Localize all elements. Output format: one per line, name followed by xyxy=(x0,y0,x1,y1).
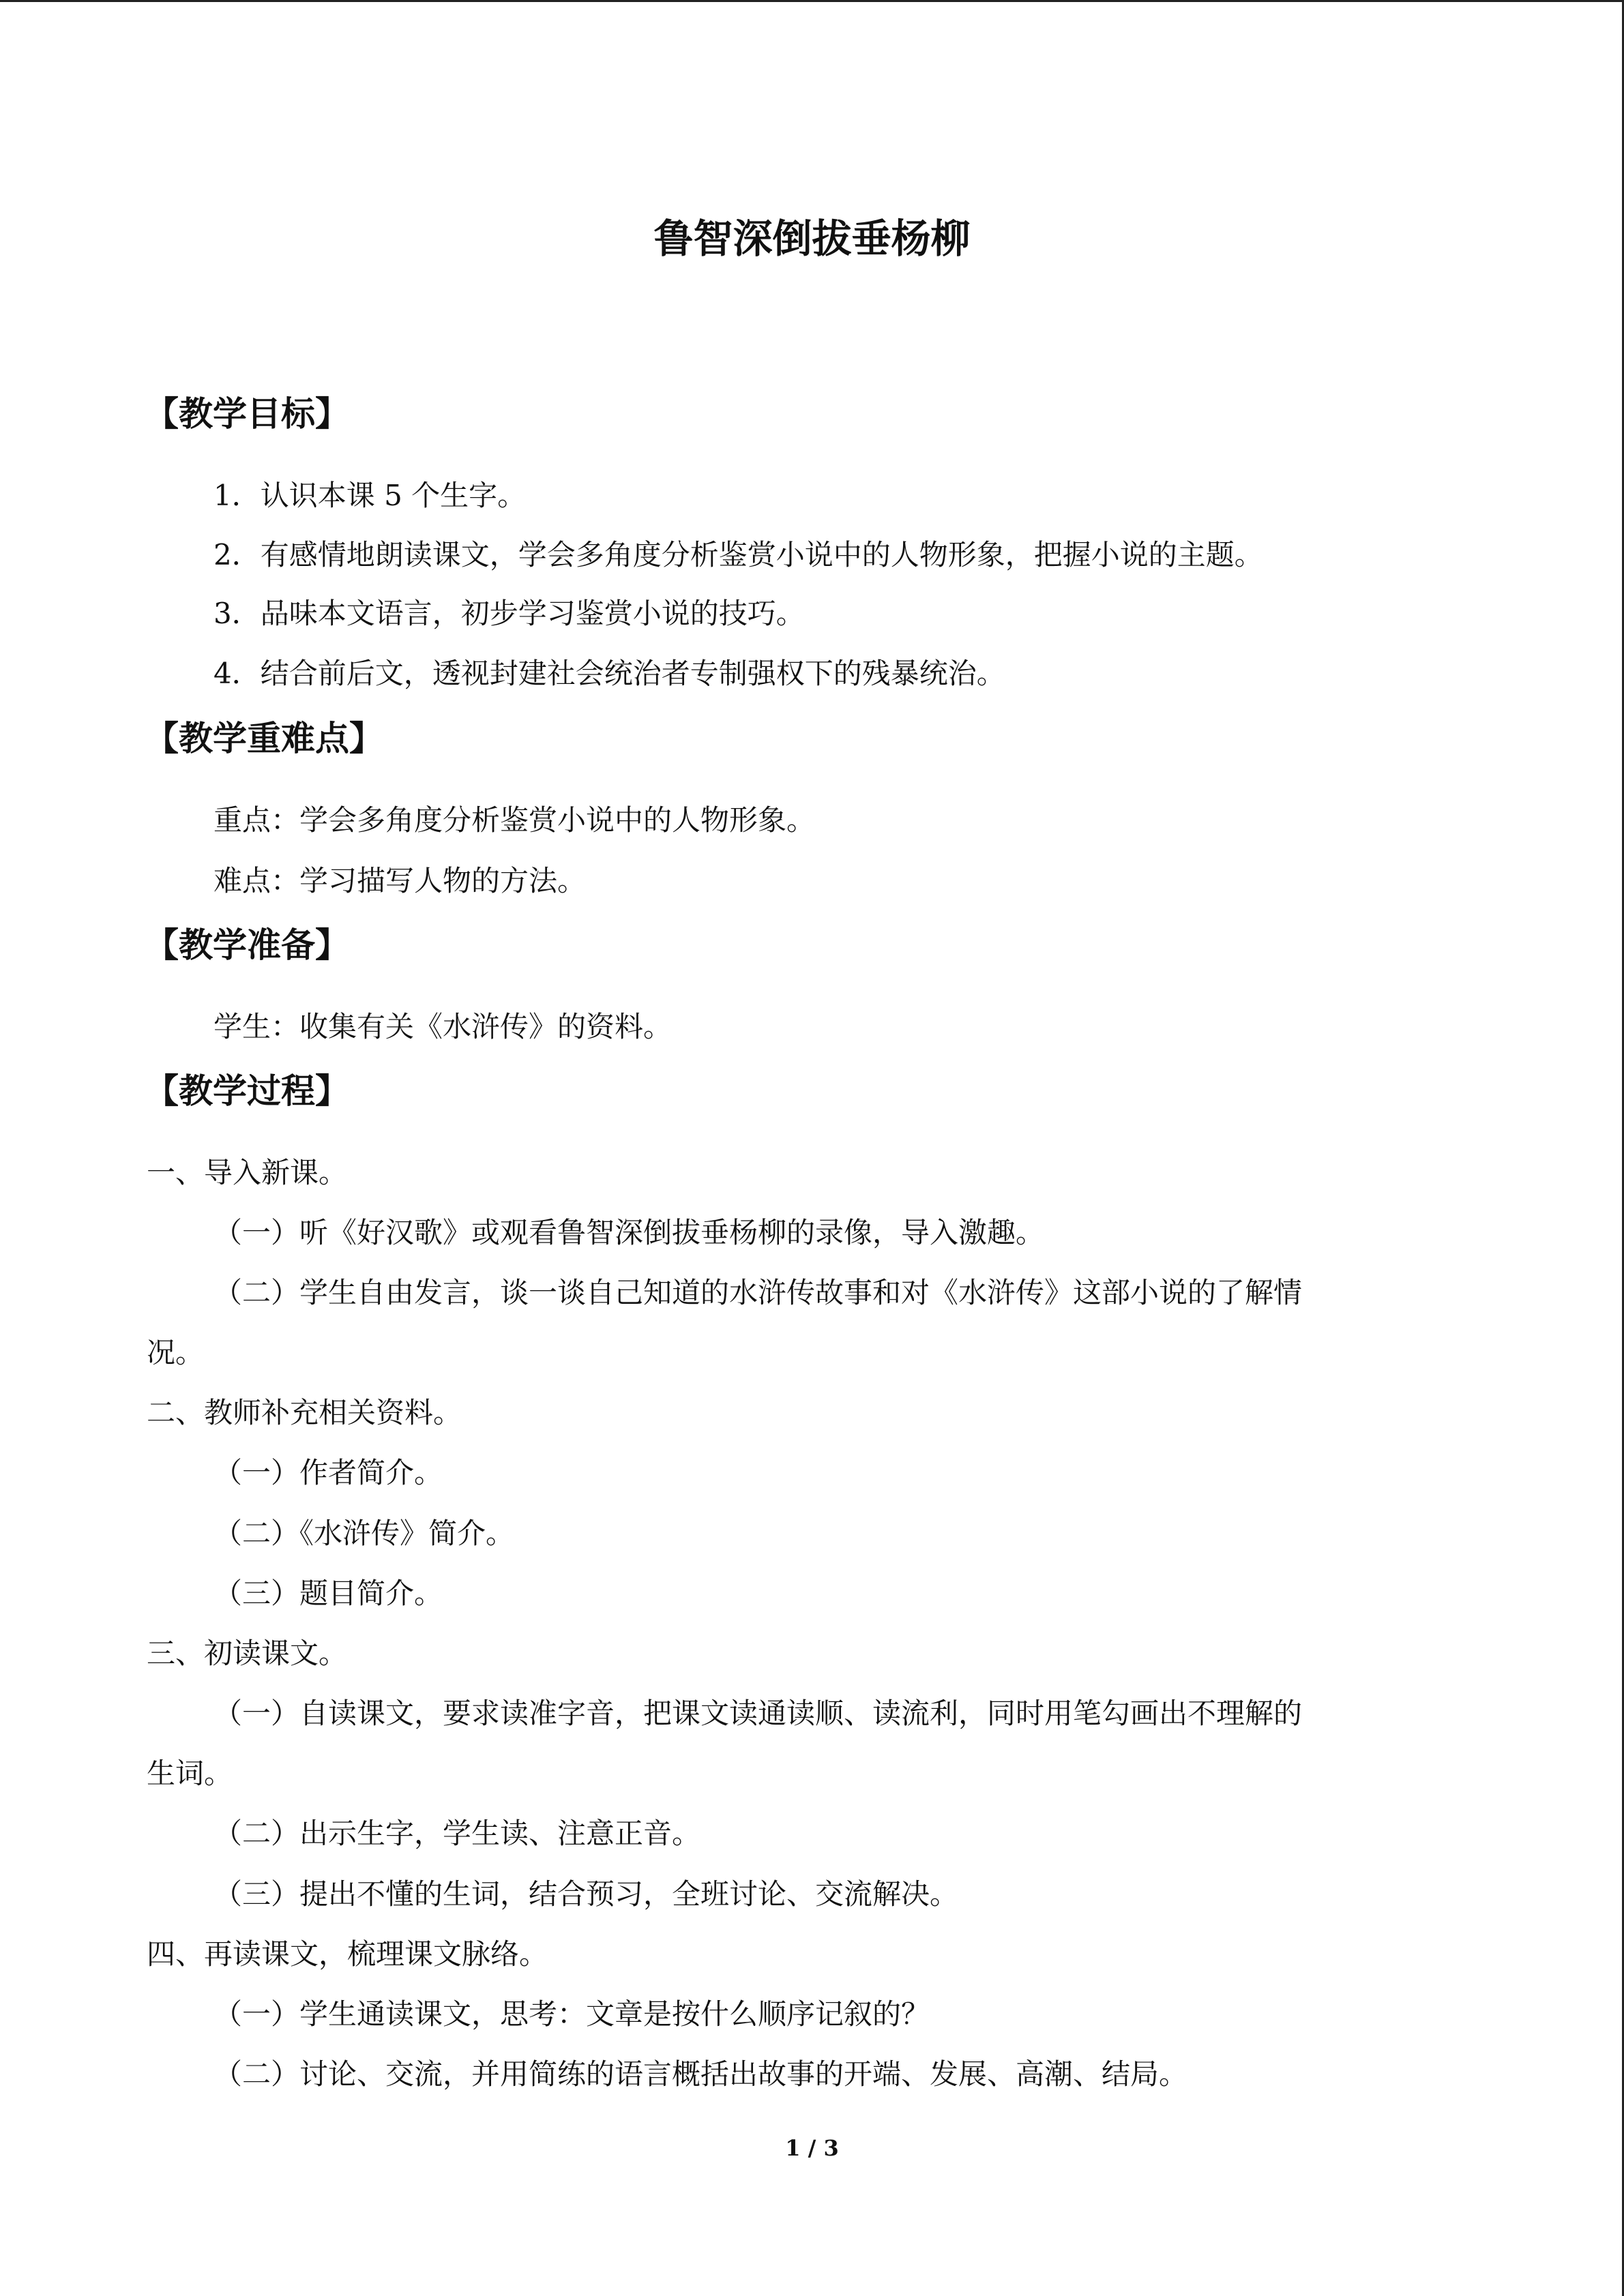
heading-preparation: 【教学准备】 xyxy=(145,925,349,965)
process-line: （一）作者简介。 xyxy=(213,1456,443,1489)
preparation-item: 学生：收集有关《水浒传》的资料。 xyxy=(213,1010,673,1043)
process-line: （三）题目简介。 xyxy=(213,1577,443,1610)
page-title: 鲁智深倒拔垂杨柳 xyxy=(653,215,971,262)
process-step: 一、导入新课。 xyxy=(147,1156,348,1189)
process-line: 生词。 xyxy=(147,1757,233,1790)
process-line: （二）学生自由发言，谈一谈自己知道的水浒传故事和对《水浒传》这部小说的了解情 xyxy=(213,1276,1303,1309)
process-line: 况。 xyxy=(147,1336,205,1369)
process-line: （一）自读课文，要求读准字音，把课文读通读顺、读流利，同时用笔勾画出不理解的 xyxy=(213,1697,1303,1730)
process-line: （一）听《好汉歌》或观看鲁智深倒拔垂杨柳的录像，导入激趣。 xyxy=(213,1216,1045,1249)
key-point-item: 难点：学习描写人物的方法。 xyxy=(213,864,587,897)
objective-item: 2．有感情地朗读课文，学会多角度分析鉴赏小说中的人物形象，把握小说的主题。 xyxy=(213,538,1263,571)
objective-item: 4．结合前后文，透视封建社会统治者专制强权下的残暴统治。 xyxy=(213,657,1005,690)
process-line: （二）出示生字，学生读、注意正音。 xyxy=(213,1817,701,1850)
process-step: 二、教师补充相关资料。 xyxy=(147,1396,462,1429)
process-line: （二）讨论、交流，并用简练的语言概括出故事的开端、发展、高潮、结局。 xyxy=(213,2057,1188,2091)
process-line: （三）提出不懂的生词，结合预习，全班讨论、交流解决。 xyxy=(213,1877,959,1911)
process-step: 三、初读课文。 xyxy=(147,1637,348,1670)
process-step: 四、再读课文，梳理课文脉络。 xyxy=(147,1937,548,1971)
objective-item: 3．品味本文语言，初步学习鉴赏小说的技巧。 xyxy=(213,597,805,630)
top-border-rule xyxy=(0,0,1624,2)
process-line: （一）学生通读课文，思考：文章是按什么顺序记叙的？ xyxy=(213,1997,930,2031)
key-point-item: 重点：学会多角度分析鉴赏小说中的人物形象。 xyxy=(213,803,816,837)
process-line: （二）《水浒传》简介。 xyxy=(213,1517,515,1550)
heading-process: 【教学过程】 xyxy=(145,1071,349,1111)
objective-item: 1．认识本课 5 个生字。 xyxy=(213,479,527,512)
heading-objectives: 【教学目标】 xyxy=(145,394,349,434)
heading-key-points: 【教学重难点】 xyxy=(145,719,383,758)
page-number: 1 / 3 xyxy=(785,2135,839,2161)
